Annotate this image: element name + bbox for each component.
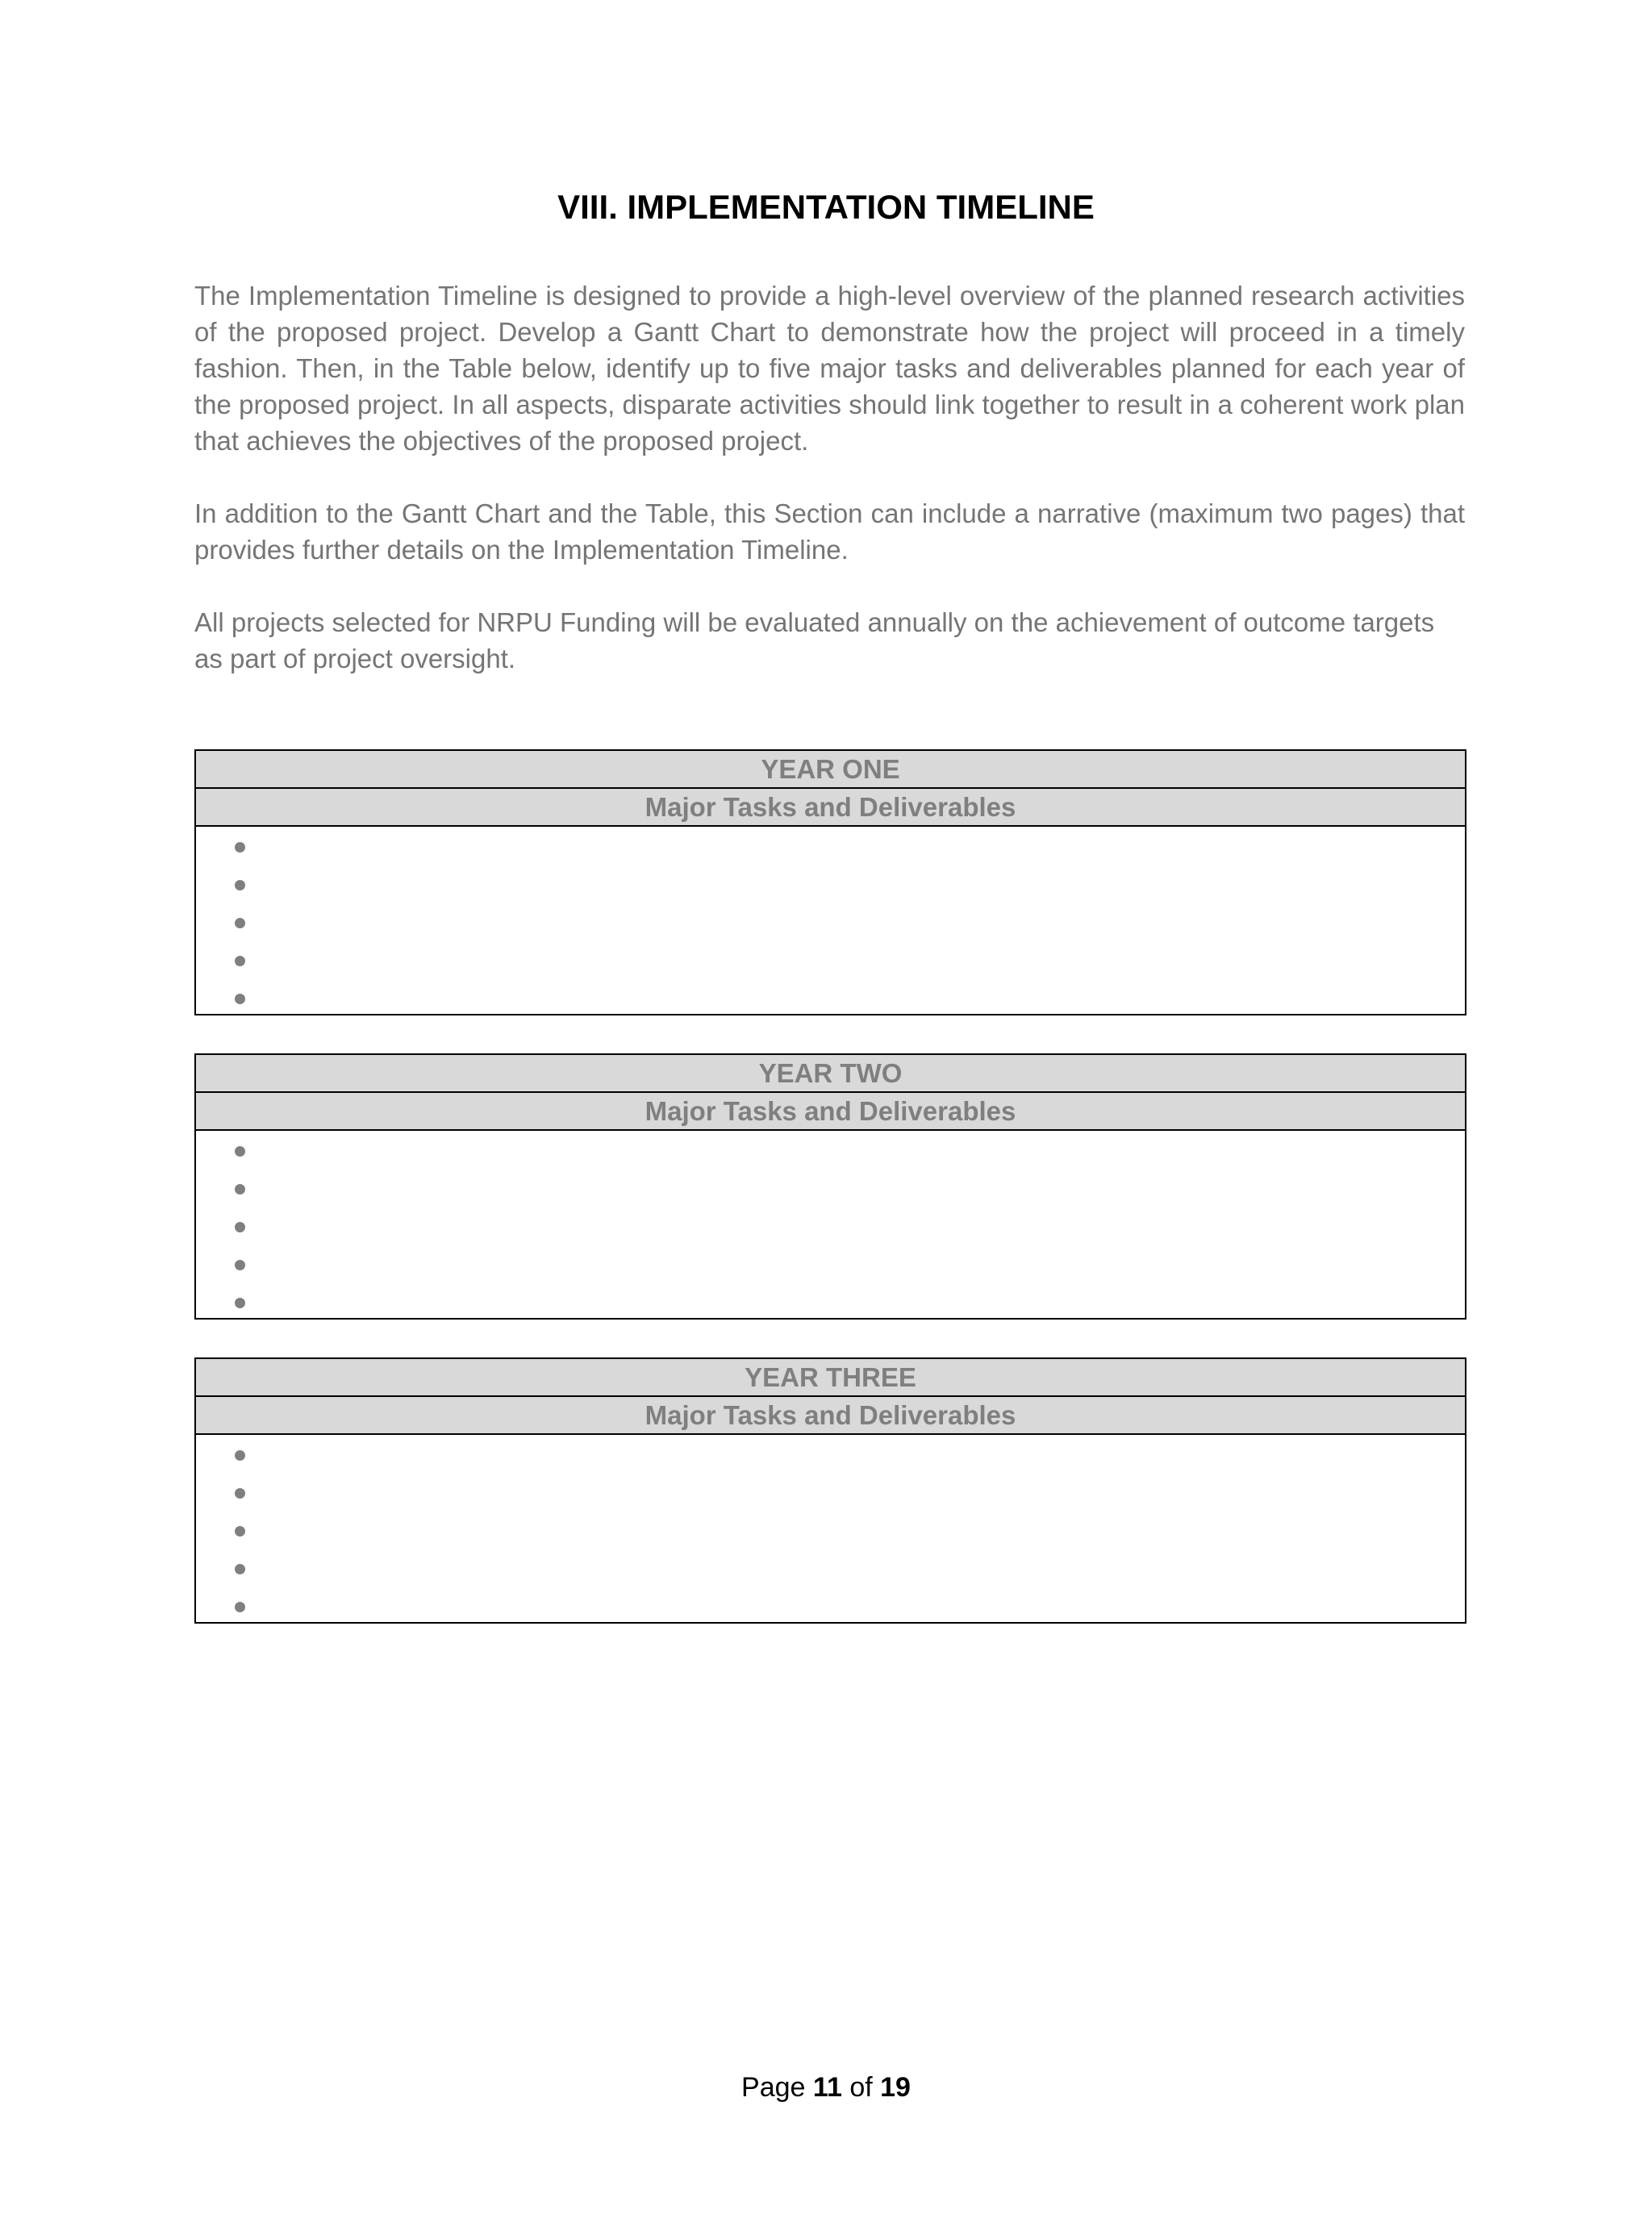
total-pages-number: 19 — [880, 2072, 911, 2103]
bullet-icon — [235, 1450, 245, 1461]
bullet-icon — [235, 994, 245, 1004]
year-header: YEAR TWO — [196, 1055, 1465, 1093]
page-label: Page — [741, 2072, 806, 2103]
bullet-icon — [235, 1488, 245, 1499]
bullet-icon — [235, 1602, 245, 1612]
tasks-subheader: Major Tasks and Deliverables — [196, 1093, 1465, 1131]
bullet-icon — [235, 1222, 245, 1232]
task-item[interactable] — [196, 1132, 1465, 1170]
task-item[interactable] — [196, 1246, 1465, 1284]
task-item[interactable] — [196, 1284, 1465, 1322]
task-item[interactable] — [196, 942, 1465, 980]
bullet-icon — [235, 1526, 245, 1537]
task-item[interactable] — [196, 1550, 1465, 1588]
tasks-subheader: Major Tasks and Deliverables — [196, 1397, 1465, 1435]
year-three-table — [194, 1357, 1466, 1624]
evaluation-paragraph: All projects selected for NRPU Funding will be evaluated annually on the achievement of outcome targets as part of project oversight. — [194, 607, 1435, 673]
bullet-icon — [235, 918, 245, 928]
task-item[interactable] — [196, 866, 1465, 904]
year-header: YEAR THREE — [196, 1359, 1465, 1397]
task-item[interactable] — [196, 1588, 1465, 1626]
page-title: VIII. IMPLEMENTATION TIMELINE — [557, 188, 1095, 226]
current-page-number: 11 — [812, 2072, 842, 2103]
bullet-icon — [235, 1184, 245, 1195]
bullet-icon — [235, 880, 245, 890]
task-item[interactable] — [196, 980, 1465, 1018]
task-item[interactable] — [196, 1512, 1465, 1550]
year-one-table — [194, 749, 1466, 1015]
of-label: of — [849, 2072, 873, 2103]
task-item[interactable] — [196, 1208, 1465, 1246]
bullet-icon — [235, 1564, 245, 1574]
task-item[interactable] — [196, 904, 1465, 942]
bullet-icon — [235, 842, 245, 853]
task-item[interactable] — [196, 1474, 1465, 1512]
year-two-table — [194, 1053, 1466, 1320]
year-header: YEAR ONE — [196, 751, 1465, 789]
bullet-icon — [235, 1298, 245, 1308]
page-footer — [0, 2070, 1652, 2105]
bullet-icon — [235, 956, 245, 966]
bullet-icon — [235, 1146, 245, 1157]
task-item[interactable] — [196, 1436, 1465, 1474]
tasks-list — [196, 827, 1465, 1014]
tasks-list — [196, 1131, 1465, 1318]
task-item[interactable] — [196, 1170, 1465, 1208]
task-item[interactable] — [196, 828, 1465, 866]
bullet-icon — [235, 1260, 245, 1270]
intro-paragraph: The Implementation Timeline is designed to provide a high-level overview of the planned research activities of the proposed project. Develop a Gantt Chart to demonstrate how the project will proceed in a timely fashion. Then, in the Table below, identify up to five major tasks and deliverables planned for each year of the proposed project. In all aspects, disparate activities should link together to result in a coherent work plan that achieves the objectives of the proposed project. — [194, 281, 1465, 456]
tasks-subheader: Major Tasks and Deliverables — [196, 789, 1465, 827]
narrative-paragraph: In addition to the Gantt Chart and the Table, this Section can include a narrative (maximum two pages) that provides further details on the Implementation Timeline. — [194, 498, 1465, 565]
tasks-list — [196, 1435, 1465, 1622]
